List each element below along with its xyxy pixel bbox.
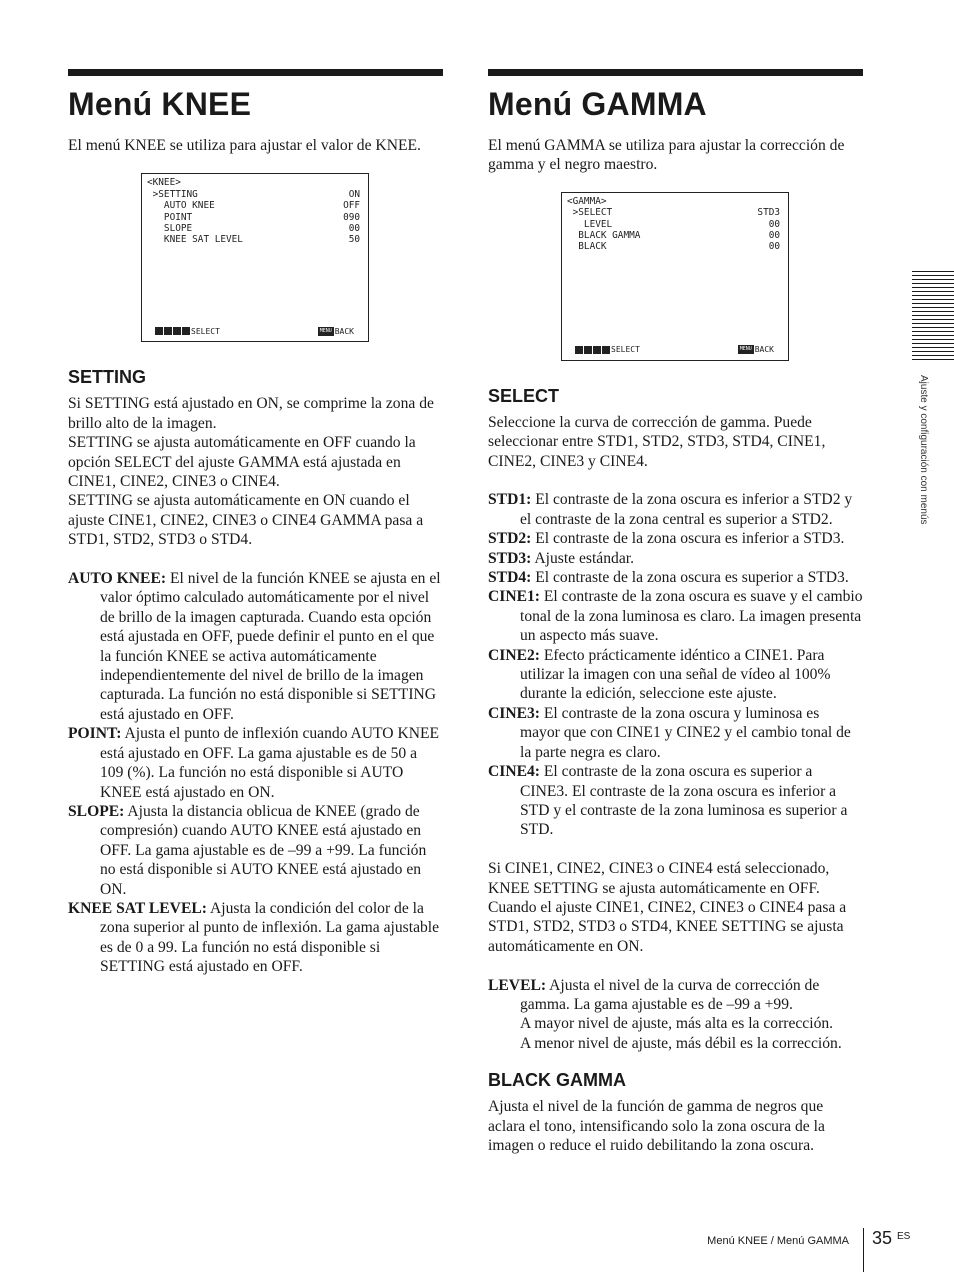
menu-row: >SELECT STD3 [567,207,780,219]
definition-item: CINE4: El contraste de la zona oscura es superior a CINE3. El contraste de la zona oscura es inferior a STD y el contraste de la zona luminosa es superior a STD. [488,763,848,839]
definition-item: STD3: Ajuste estándar. [488,549,634,567]
definition-item: KNEE SAT LEVEL: Ajusta la condición del color de la zona superior al punto de inflexión. La gama ajustable es de 0 a 99. La función no está disponible si SETTING está ajustado en OFF. [68,899,440,976]
chapter-tab [912,271,954,360]
page-language: ES [897,1231,911,1242]
definition-item: LEVEL: Ajusta el nivel de la curva de corrección de gamma. La gama ajustable es de –99 a +99. [488,976,820,1013]
definition-item: CINE3: El contraste de la zona oscura y luminosa es mayor que con CINE1 y CINE2 y el cambio tonal de la parte negra es claro. [488,704,851,761]
gamma-column [488,69,863,1155]
menu-row: >SETTING ON [147,188,360,200]
setting-paragraph: Si SETTING está ajustado en ON, se comprime la zona de brillo alto de la imagen. [68,395,434,432]
footer-divider [863,1228,864,1272]
definition-item: STD4: El contraste de la zona oscura es superior a STD3. [488,569,849,587]
menu-header: <GAMMA> [567,195,607,207]
menu-button-icon: MENU [319,327,332,334]
menu-row: KNEE SAT LEVEL 50 [147,234,360,246]
menu-button-icon: MENU [739,346,752,353]
menu-header: <KNEE> [147,177,181,189]
menu-footer [575,344,774,356]
section-rule [488,69,863,76]
select-heading: SELECT [488,385,560,406]
gamma-menu-screen [561,192,789,361]
select-paragraph: Seleccione la curva de corrección de gamma. Puede seleccionar entre STD1, STD2, STD3, STD4, CINE1, CINE2, CINE3 y CINE4. [488,413,826,470]
knee-title: Menú KNEE [68,86,252,122]
gamma-title: Menú GAMMA [488,86,707,122]
gamma-intro: El menú GAMMA se utiliza para ajustar la corrección de gamma y el negro maestro. [488,137,845,174]
level-note: A menor nivel de ajuste, más débil es la corrección. [520,1034,842,1052]
definition-item: POINT: Ajusta el punto de inflexión cuando AUTO KNEE está ajustado en OFF. La gama ajustable es de 50 a 109 (%). La función no está disponible si AUTO KNEE está ajustado en ON. [68,725,440,801]
menu-back-label: BACK [754,345,774,355]
menu-footer [155,326,354,338]
definition-item: AUTO KNEE: El nivel de la función KNEE se ajusta en el valor óptimo calculado automáticamente por el nivel de brillo de la imagen capturada. Cuando esta opción está ajustada en OFF, puede definir el punto en el que la función KNEE se activa automáticamente independientemente del nivel de brillo de la imagen capturada. La función no está disponible si SETTING está ajustado en OFF. [68,570,441,723]
menu-row: SLOPE 00 [147,223,360,234]
definition-item: SLOPE: Ajusta la distancia oblicua de KNEE (grado de compresión) cuando AUTO KNEE está ajustado en OFF. La gama ajustable es de –99 a +99. La función no está disponible si AUTO KNEE está ajustado en ON. [68,802,427,898]
definition-item: STD1: El contraste de la zona oscura es inferior a STD2 y el contraste de la zona central es superior a STD2. [488,491,853,528]
setting-heading: SETTING [68,367,147,388]
menu-row: BLACK GAMMA 00 [567,230,780,241]
page-footer [0,1228,954,1274]
chapter-label: Ajuste y configuración con menús [918,375,929,525]
black-gamma-heading: BLACK GAMMA [488,1070,626,1091]
definition-item: STD2: El contraste de la zona oscura es inferior a STD3. [488,530,845,548]
level-note: A mayor nivel de ajuste, más alta es la corrección. [520,1015,834,1033]
knee-column [68,69,443,977]
menu-row: AUTO KNEE OFF [147,200,360,212]
page-number: 35 [872,1228,893,1248]
knee-intro: El menú KNEE se utiliza para ajustar el valor de KNEE. [68,137,421,154]
menu-row: LEVEL 00 [567,218,780,230]
black-gamma-paragraph: Ajusta el nivel de la función de gamma de negros que aclara el tono, intensificando solo la zona oscura de la imagen o reduce el ruido debilitando la zona oscura. [488,1098,825,1154]
setting-paragraph: SETTING se ajusta automáticamente en ON cuando el ajuste CINE1, CINE2, CINE3 o CINE4 GAMMA pasa a STD1, STD2, STD3 o STD4. [68,492,424,549]
definition-item: CINE1: El contraste de la zona oscura es suave y el cambio tonal de la zona luminosa es claro. La imagen presenta un aspecto más suave. [488,588,863,645]
knee-menu-screen [141,173,369,342]
menu-select-label: SELECT [611,345,640,355]
section-rule [68,69,443,76]
arrow-buttons-icon [155,326,191,337]
menu-row: BLACK 00 [567,241,780,253]
menu-back-label: BACK [334,326,354,336]
definition-item: CINE2: Efecto prácticamente idéntico a CINE1. Para utilizar la imagen con una señal de vídeo al 100% durante la edición, seleccione este ajuste. [488,646,831,703]
menu-row: POINT 090 [147,211,360,223]
menu-select-label: SELECT [191,327,220,336]
footer-running-title: Menú KNEE / Menú GAMMA [707,1235,849,1247]
setting-paragraph: SETTING se ajusta automáticamente en OFF cuando la opción SELECT del ajuste GAMMA está ajustada en CINE1, CINE2, CINE3 o CINE4. [68,434,416,491]
arrow-buttons-icon [575,344,611,355]
cine-paragraph: Si CINE1, CINE2, CINE3 o CINE4 está seleccionado, KNEE SETTING se ajusta automáticamente en OFF. Cuando el ajuste CINE1, CINE2, CINE3 o CINE4 pasa a STD1, STD2, STD3 o STD4, KNEE SETTING se ajusta automáticamente en ON. [488,860,847,955]
